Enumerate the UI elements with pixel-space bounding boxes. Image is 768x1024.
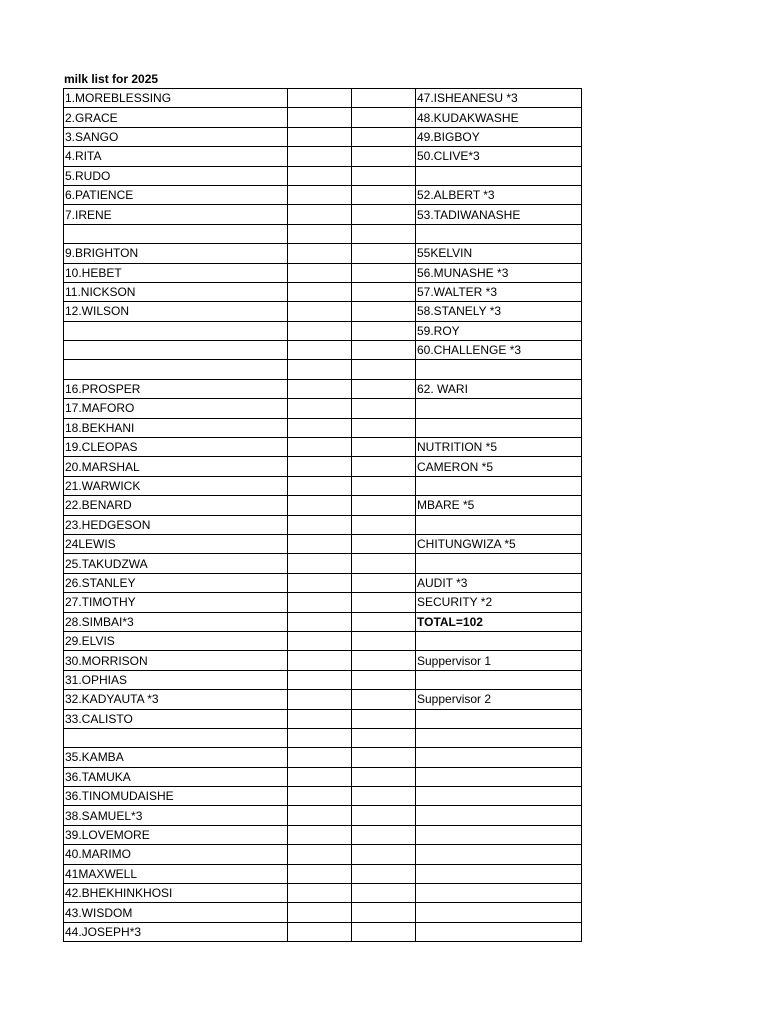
blank-cell[interactable]	[288, 825, 352, 844]
blank-cell[interactable]	[288, 534, 352, 553]
blank-cell[interactable]	[352, 612, 416, 631]
name-cell-left[interactable]: 20.MARSHAL	[64, 457, 288, 476]
name-cell-left[interactable]	[64, 224, 288, 243]
name-cell-left[interactable]: 3.SANGO	[64, 127, 288, 146]
blank-cell[interactable]	[352, 515, 416, 534]
blank-cell[interactable]	[352, 709, 416, 728]
blank-cell[interactable]	[288, 205, 352, 224]
blank-cell[interactable]	[288, 244, 352, 263]
table-row	[64, 767, 582, 786]
blank-cell[interactable]	[288, 922, 352, 941]
blank-cell[interactable]	[288, 147, 352, 166]
table-row	[64, 864, 582, 883]
table-row	[64, 399, 582, 418]
table-row	[64, 379, 582, 398]
table-row	[64, 224, 582, 243]
name-cell-right[interactable]	[416, 631, 582, 650]
name-cell-right[interactable]	[416, 825, 582, 844]
name-cell-left[interactable]: 29.ELVIS	[64, 631, 288, 650]
blank-cell[interactable]	[288, 554, 352, 573]
blank-cell[interactable]	[288, 903, 352, 922]
table-row	[64, 438, 582, 457]
name-cell-right[interactable]: 62. WARI	[416, 379, 582, 398]
blank-cell[interactable]	[288, 185, 352, 204]
blank-cell[interactable]	[352, 554, 416, 573]
blank-cell[interactable]	[352, 282, 416, 301]
name-cell-left[interactable]: 40.MARIMO	[64, 845, 288, 864]
name-cell-left[interactable]: 11.NICKSON	[64, 282, 288, 301]
name-cell-right[interactable]: CHITUNGWIZA *5	[416, 534, 582, 553]
name-cell-left[interactable]: 31.OPHIAS	[64, 670, 288, 689]
name-cell-right[interactable]	[416, 709, 582, 728]
table-row	[64, 496, 582, 515]
table-row	[64, 147, 582, 166]
name-cell-right[interactable]: Suppervisor 1	[416, 651, 582, 670]
blank-cell[interactable]	[352, 224, 416, 243]
table-row	[64, 360, 582, 379]
name-cell-left[interactable]: 43.WISDOM	[64, 903, 288, 922]
blank-cell[interactable]	[352, 263, 416, 282]
blank-cell[interactable]	[352, 244, 416, 263]
name-cell-right[interactable]	[416, 515, 582, 534]
name-cell-left[interactable]: 25.TAKUDZWA	[64, 554, 288, 573]
name-cell-right[interactable]: 55KELVIN	[416, 244, 582, 263]
blank-cell[interactable]	[288, 379, 352, 398]
name-cell-left[interactable]: 26.STANLEY	[64, 573, 288, 592]
blank-cell[interactable]	[288, 612, 352, 631]
blank-cell[interactable]	[352, 341, 416, 360]
blank-cell[interactable]	[352, 651, 416, 670]
name-cell-left[interactable]: 7.IRENE	[64, 205, 288, 224]
table-row	[64, 670, 582, 689]
name-cell-left[interactable]: 9.BRIGHTON	[64, 244, 288, 263]
name-cell-left[interactable]: 36.TINOMUDAISHE	[64, 787, 288, 806]
name-cell-left[interactable]: 38.SAMUEL*3	[64, 806, 288, 825]
name-cell-left[interactable]: 44.JOSEPH*3	[64, 922, 288, 941]
table-row	[64, 573, 582, 592]
table-row	[64, 534, 582, 553]
blank-cell[interactable]	[352, 903, 416, 922]
name-cell-right[interactable]	[416, 418, 582, 437]
blank-cell[interactable]	[288, 787, 352, 806]
name-cell-right[interactable]	[416, 845, 582, 864]
table-row	[64, 108, 582, 127]
blank-cell[interactable]	[288, 884, 352, 903]
name-cell-left[interactable]: 33.CALISTO	[64, 709, 288, 728]
name-cell-right[interactable]: 59.ROY	[416, 321, 582, 340]
name-cell-right[interactable]	[416, 922, 582, 941]
blank-cell[interactable]	[288, 321, 352, 340]
name-cell-left[interactable]: 18.BEKHANI	[64, 418, 288, 437]
blank-cell[interactable]	[288, 748, 352, 767]
table-row	[64, 845, 582, 864]
blank-cell[interactable]	[352, 166, 416, 185]
name-cell-left[interactable]: 4.RITA	[64, 147, 288, 166]
name-cell-right[interactable]	[416, 360, 582, 379]
blank-cell[interactable]	[352, 147, 416, 166]
table-row	[64, 806, 582, 825]
table-row	[64, 631, 582, 650]
blank-cell[interactable]	[352, 418, 416, 437]
blank-cell[interactable]	[288, 806, 352, 825]
blank-cell[interactable]	[288, 767, 352, 786]
blank-cell[interactable]	[288, 728, 352, 747]
name-cell-left[interactable]: 23.HEDGESON	[64, 515, 288, 534]
table-row	[64, 341, 582, 360]
name-cell-right[interactable]: 57.WALTER *3	[416, 282, 582, 301]
table-row	[64, 302, 582, 321]
blank-cell[interactable]	[352, 787, 416, 806]
name-cell-right[interactable]: MBARE *5	[416, 496, 582, 515]
blank-cell[interactable]	[352, 631, 416, 650]
name-cell-right[interactable]	[416, 748, 582, 767]
name-cell-left[interactable]: 36.TAMUKA	[64, 767, 288, 786]
name-cell-right[interactable]	[416, 166, 582, 185]
name-cell-left[interactable]	[64, 321, 288, 340]
table-row	[64, 748, 582, 767]
blank-cell[interactable]	[352, 108, 416, 127]
name-cell-left[interactable]: 41MAXWELL	[64, 864, 288, 883]
blank-cell[interactable]	[288, 709, 352, 728]
blank-cell[interactable]	[288, 360, 352, 379]
blank-cell[interactable]	[288, 651, 352, 670]
table-row	[64, 728, 582, 747]
total-cell[interactable]: TOTAL=102	[416, 612, 582, 631]
blank-cell[interactable]	[352, 457, 416, 476]
name-cell-right[interactable]: CAMERON *5	[416, 457, 582, 476]
blank-cell[interactable]	[352, 360, 416, 379]
blank-cell[interactable]	[352, 321, 416, 340]
name-cell-right[interactable]	[416, 476, 582, 495]
table-row	[64, 612, 582, 631]
name-cell-right[interactable]	[416, 903, 582, 922]
blank-cell[interactable]	[352, 185, 416, 204]
table-row	[64, 690, 582, 709]
name-cell-left[interactable]: 17.MAFORO	[64, 399, 288, 418]
blank-cell[interactable]	[288, 89, 352, 108]
blank-cell[interactable]	[352, 670, 416, 689]
name-cell-left[interactable]: 5.RUDO	[64, 166, 288, 185]
name-cell-right[interactable]: Suppervisor 2	[416, 690, 582, 709]
name-cell-left[interactable]	[64, 728, 288, 747]
table-row	[64, 787, 582, 806]
name-cell-right[interactable]	[416, 884, 582, 903]
blank-cell[interactable]	[288, 670, 352, 689]
blank-cell[interactable]	[352, 89, 416, 108]
table-row	[64, 554, 582, 573]
name-cell-right[interactable]	[416, 554, 582, 573]
blank-cell[interactable]	[352, 379, 416, 398]
name-cell-left[interactable]: 1.MOREBLESSING	[64, 89, 288, 108]
name-cell-right[interactable]: 48.KUDAKWASHE	[416, 108, 582, 127]
blank-cell[interactable]	[352, 476, 416, 495]
blank-cell[interactable]	[352, 593, 416, 612]
blank-cell[interactable]	[288, 496, 352, 515]
table-row	[64, 825, 582, 844]
sheet-title: milk list for 2025	[64, 72, 159, 86]
name-cell-right[interactable]: AUDIT *3	[416, 573, 582, 592]
name-cell-right[interactable]: 53.TADIWANASHE	[416, 205, 582, 224]
blank-cell[interactable]	[352, 690, 416, 709]
blank-cell[interactable]	[352, 825, 416, 844]
blank-cell[interactable]	[288, 127, 352, 146]
name-cell-left[interactable]: 39.LOVEMORE	[64, 825, 288, 844]
name-cell-left[interactable]: 10.HEBET	[64, 263, 288, 282]
table-row	[64, 903, 582, 922]
name-cell-left[interactable]	[64, 360, 288, 379]
name-cell-right[interactable]: NUTRITION *5	[416, 438, 582, 457]
name-cell-right[interactable]: 52.ALBERT *3	[416, 185, 582, 204]
blank-cell[interactable]	[352, 302, 416, 321]
blank-cell[interactable]	[288, 845, 352, 864]
name-cell-right[interactable]	[416, 864, 582, 883]
blank-cell[interactable]	[288, 690, 352, 709]
name-cell-left[interactable]: 6.PATIENCE	[64, 185, 288, 204]
blank-cell[interactable]	[288, 282, 352, 301]
name-cell-right[interactable]	[416, 670, 582, 689]
name-cell-left[interactable]: 32.KADYAUTA *3	[64, 690, 288, 709]
blank-cell[interactable]	[288, 593, 352, 612]
blank-cell[interactable]	[288, 864, 352, 883]
name-cell-right[interactable]	[416, 787, 582, 806]
table-row	[64, 127, 582, 146]
name-cell-left[interactable]	[64, 341, 288, 360]
name-cell-left[interactable]: 24LEWIS	[64, 534, 288, 553]
name-cell-left[interactable]: 12.WILSON	[64, 302, 288, 321]
name-cell-right[interactable]	[416, 728, 582, 747]
blank-cell[interactable]	[352, 573, 416, 592]
blank-cell[interactable]	[288, 108, 352, 127]
blank-cell[interactable]	[352, 767, 416, 786]
name-cell-left[interactable]: 27.TIMOTHY	[64, 593, 288, 612]
blank-cell[interactable]	[352, 728, 416, 747]
name-cell-left[interactable]: 16.PROSPER	[64, 379, 288, 398]
table-row	[64, 166, 582, 185]
table-row	[64, 185, 582, 204]
blank-cell[interactable]	[288, 476, 352, 495]
name-cell-left[interactable]: 30.MORRISON	[64, 651, 288, 670]
name-cell-right[interactable]: 49.BIGBOY	[416, 127, 582, 146]
name-cell-right[interactable]: 47.ISHEANESU *3	[416, 89, 582, 108]
blank-cell[interactable]	[288, 457, 352, 476]
name-cell-right[interactable]: 50.CLIVE*3	[416, 147, 582, 166]
blank-cell[interactable]	[352, 205, 416, 224]
table-row	[64, 321, 582, 340]
table-row	[64, 244, 582, 263]
blank-cell[interactable]	[288, 631, 352, 650]
name-cell-right[interactable]	[416, 399, 582, 418]
name-cell-right[interactable]: SECURITY *2	[416, 593, 582, 612]
blank-cell[interactable]	[288, 341, 352, 360]
blank-cell[interactable]	[352, 884, 416, 903]
blank-cell[interactable]	[352, 399, 416, 418]
blank-cell[interactable]	[352, 534, 416, 553]
blank-cell[interactable]	[352, 438, 416, 457]
table-row	[64, 418, 582, 437]
name-cell-right[interactable]	[416, 806, 582, 825]
milk-list-table	[63, 88, 582, 942]
blank-cell[interactable]	[352, 864, 416, 883]
blank-cell[interactable]	[352, 922, 416, 941]
blank-cell[interactable]	[288, 399, 352, 418]
table-row	[64, 922, 582, 941]
name-cell-right[interactable]	[416, 224, 582, 243]
name-cell-left[interactable]: 42.BHEKHINKHOSI	[64, 884, 288, 903]
blank-cell[interactable]	[288, 438, 352, 457]
blank-cell[interactable]	[288, 166, 352, 185]
blank-cell[interactable]	[288, 302, 352, 321]
blank-cell[interactable]	[352, 127, 416, 146]
table-row	[64, 651, 582, 670]
name-cell-left[interactable]: 19.CLEOPAS	[64, 438, 288, 457]
name-cell-left[interactable]: 28.SIMBAI*3	[64, 612, 288, 631]
name-cell-right[interactable]: 56.MUNASHE *3	[416, 263, 582, 282]
table-row	[64, 476, 582, 495]
name-cell-left[interactable]: 21.WARWICK	[64, 476, 288, 495]
name-cell-left[interactable]: 2.GRACE	[64, 108, 288, 127]
blank-cell[interactable]	[288, 224, 352, 243]
blank-cell[interactable]	[352, 845, 416, 864]
name-cell-left[interactable]: 22.BENARD	[64, 496, 288, 515]
name-cell-right[interactable]	[416, 767, 582, 786]
blank-cell[interactable]	[352, 806, 416, 825]
name-cell-left[interactable]: 35.KAMBA	[64, 748, 288, 767]
blank-cell[interactable]	[288, 263, 352, 282]
table-row	[64, 884, 582, 903]
table-row	[64, 89, 582, 108]
name-cell-right[interactable]: 60.CHALLENGE *3	[416, 341, 582, 360]
milk-list-table-body	[64, 89, 582, 942]
table-row	[64, 593, 582, 612]
table-row	[64, 282, 582, 301]
table-row	[64, 709, 582, 728]
blank-cell[interactable]	[352, 496, 416, 515]
blank-cell[interactable]	[288, 515, 352, 534]
table-row	[64, 263, 582, 282]
blank-cell[interactable]	[288, 573, 352, 592]
table-row	[64, 205, 582, 224]
table-row	[64, 457, 582, 476]
blank-cell[interactable]	[288, 418, 352, 437]
blank-cell[interactable]	[352, 748, 416, 767]
name-cell-right[interactable]: 58.STANELY *3	[416, 302, 582, 321]
table-row	[64, 515, 582, 534]
